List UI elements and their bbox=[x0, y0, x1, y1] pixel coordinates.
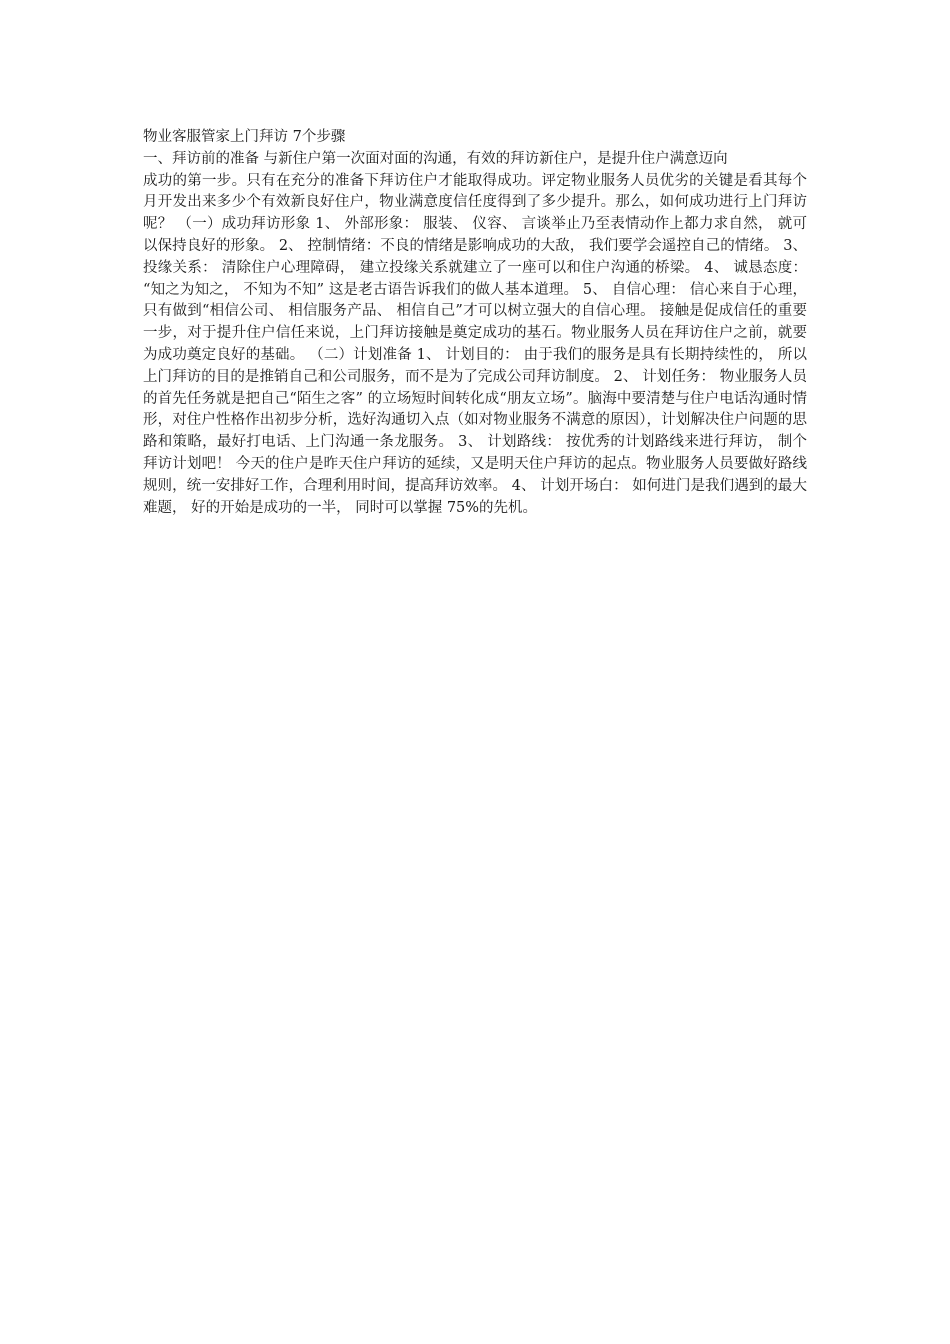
paragraph-main: 成功的第一步。只有在充分的准备下拜访住户才能取得成功。评定物业服务人员优劣的关键是看其每个月开发出来多少个有效新良好住户，物业满意度信任度得到了多少提升。那么，如何成功进行上门拜访呢？ （一）成功拜访形象 1、 外部形象： 服装、 仪容、 言谈举止乃至表情动作上都力求自然， 就可以保持良好的形象。 2、 控制情绪：不良的情绪是影响成功的大敌， 我们要学会遥控自己的情绪。 3、 投缘关系： 清除住户心理障碍， 建立投缘关系就建立了一座可以和住户沟通的桥梁。 4、 诚恳态度： “知之为知之， 不知为不知” 这是老古语告诉我们的做人基本道理。 5、 自信心理： 信心来自于心理， 只有做到“相信公司、 相信服务产品、 相信自己”才可以树立强大的自信心理。 接触是促成信任的重要一步，对于提升住户信任来说，上门拜访接触是奠定成功的基石。物业服务人员在拜访住户之前，就要为成功奠定良好的基础。 （二）计划准备 1、 计划目的： 由于我们的服务是具有长期持续性的， 所以上门拜访的目的是推销自己和公司服务，而不是为了完成公司拜访制度。 2、 计划任务： 物业服务人员的首先任务就是把自己“陌生之客” 的立场短时间转化成“朋友立场”。脑海中要清楚与住户电话沟通时情形，对住户性格作出初步分析，选好沟通切入点（如对物业服务不满意的原因），计划解决住户问题的思路和策略，最好打电话、上门沟通一条龙服务。 3、 计划路线： 按优秀的计划路线来进行拜访， 制个拜访计划吧！ 今天的住户是昨天住户拜访的延续，又是明天住户拜访的起点。物业服务人员要做好路线规则，统一安排好工作，合理利用时间，提高拜访效率。 4、 计划开场白： 如何进门是我们遇到的最大难题， 好的开始是成功的一半， 同时可以掌握 75%的先机。 bbox=[143, 172, 807, 516]
document-body bbox=[143, 127, 807, 519]
paragraph-intro: 一、拜访前的准备 与新住户第一次面对面的沟通，有效的拜访新住户，是提升住户满意迈向 bbox=[143, 150, 728, 167]
document-title: 物业客服管家上门拜访 7个步骤 bbox=[143, 129, 346, 145]
